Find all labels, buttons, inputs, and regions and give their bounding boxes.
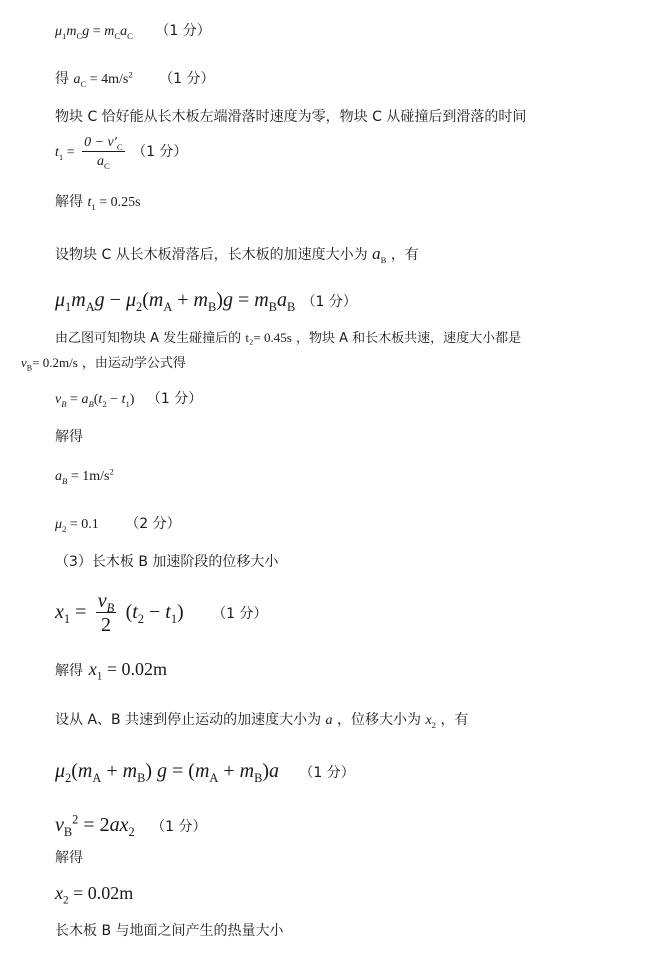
paragraph-deceleration: 设从 A、B 共速到停止运动的加速度大小为 a ，位移大小为 $x_2$ ，有 bbox=[55, 712, 469, 730]
paragraph-heat: 长木板 B 与地面之间产生的热量大小 bbox=[55, 923, 284, 939]
result-value: 0.1 bbox=[81, 517, 99, 532]
score-label: （1 分） bbox=[155, 23, 211, 39]
equation-x1: $x_1$ = $\frac{v_B}{2}$ $(t_2 - t_1)$ （1 分） bbox=[55, 590, 268, 636]
equation-newton-b: $\mu_1m_Ag - \mu_2(m_A + m_B)g = m_Ba_B$ （1 分） bbox=[55, 289, 357, 314]
paragraph-text: 由乙图可知物块 A 发生碰撞后的 bbox=[55, 331, 242, 346]
result-mu2: $\mu_2 = 0.1$ （2 分） bbox=[55, 516, 181, 534]
paragraph-c-slides-off: 物块 C 恰好能从长木板左端滑落时速度为零，物块 C 从碰撞后到滑落的时间 bbox=[55, 109, 527, 125]
equation-newton-ab: $\mu_2(m_A + m_B) g = (m_A + m_B)a$ （1 分） bbox=[55, 760, 355, 785]
paragraph-text: ，有 bbox=[440, 712, 469, 728]
result-x2: $x_2 = 0.02m$ bbox=[55, 883, 134, 907]
paragraph-text: 设物块 C 从长木板滑落后，长木板的加速度大小为 bbox=[55, 247, 368, 263]
paragraph-text: ，物块 A 和长木板共速，速度大小都是 bbox=[296, 331, 522, 346]
result-prefix: 解得 bbox=[55, 194, 83, 210]
score-label: （1 分） bbox=[212, 606, 268, 622]
paragraph-graph-info bbox=[55, 331, 521, 345]
section-heading-3: （3）长木板 B 加速阶段的位移大小 bbox=[55, 554, 279, 570]
result-ab: $a_B = 1m/s^2$ bbox=[55, 466, 114, 486]
result-value: 0.02m bbox=[121, 659, 167, 679]
result-x1: 解得 $x_1 = 0.02m$ bbox=[55, 659, 167, 683]
score-label: （2 分） bbox=[125, 516, 181, 532]
result-value: 4m/s bbox=[101, 72, 129, 87]
fraction: $\frac{0 - v'_C}{a_C}$ bbox=[84, 135, 123, 171]
paragraph-text: ，由运动学公式得 bbox=[81, 356, 186, 371]
paragraph-text: 设从 A、B 共速到停止运动的加速度大小为 bbox=[55, 712, 322, 728]
symbol-v: v bbox=[21, 355, 27, 370]
time-t2: t₂= 0.45s bbox=[245, 330, 292, 345]
score-label: （1 分） bbox=[146, 391, 203, 407]
score-label: （1 分） bbox=[132, 144, 188, 160]
result-ac: 得 $a_C = 4m/s^2$ （1 分） bbox=[55, 69, 215, 89]
paragraph-text: ，位移大小为 bbox=[337, 712, 421, 728]
fraction: $\frac{v_B}{2}$ bbox=[97, 590, 115, 636]
equation-vb-squared: $v_B^2 = 2ax_2$ （1 分） bbox=[55, 812, 207, 839]
equation-t1: $t_1$ = $\frac{0 - v'_C}{a_C}$ （1 分） bbox=[55, 135, 188, 171]
score-label: （1 分） bbox=[159, 71, 215, 87]
paragraph-acceleration-b: 设物块 C 从长木板滑落后，长木板的加速度大小为 $a_B$ ，有 bbox=[55, 244, 419, 265]
result-prefix: 得 bbox=[55, 71, 69, 87]
equation-friction-c: $\mu_1m_Cg = m_Ca_C$ （1 分） bbox=[55, 23, 211, 41]
label-solve: 解得 bbox=[55, 850, 83, 866]
score-label: （1 分） bbox=[151, 819, 207, 835]
result-value: 0.25s bbox=[110, 195, 141, 210]
result-prefix: 解得 bbox=[55, 663, 83, 679]
result-t1: 解得 $t_1 = 0.25s$ bbox=[55, 194, 141, 212]
label-solve: 解得 bbox=[55, 429, 83, 445]
paragraph-suffix: ，有 bbox=[390, 247, 419, 263]
fraction-numerator: 0 − v′ bbox=[84, 135, 117, 150]
score-label: （1 分） bbox=[301, 294, 357, 310]
score-label: （1 分） bbox=[299, 765, 355, 781]
equation-kinematics: $v_B = a_B(t_2 - t_1)$ （1 分） bbox=[55, 391, 203, 409]
result-value: 1m/s bbox=[82, 469, 110, 484]
result-value: 0.02m bbox=[87, 883, 134, 903]
value-vb: = 0.2m/s bbox=[32, 355, 78, 370]
paragraph-vb: $v_B= 0.2m/s$ ，由运动学公式得 bbox=[21, 355, 186, 373]
